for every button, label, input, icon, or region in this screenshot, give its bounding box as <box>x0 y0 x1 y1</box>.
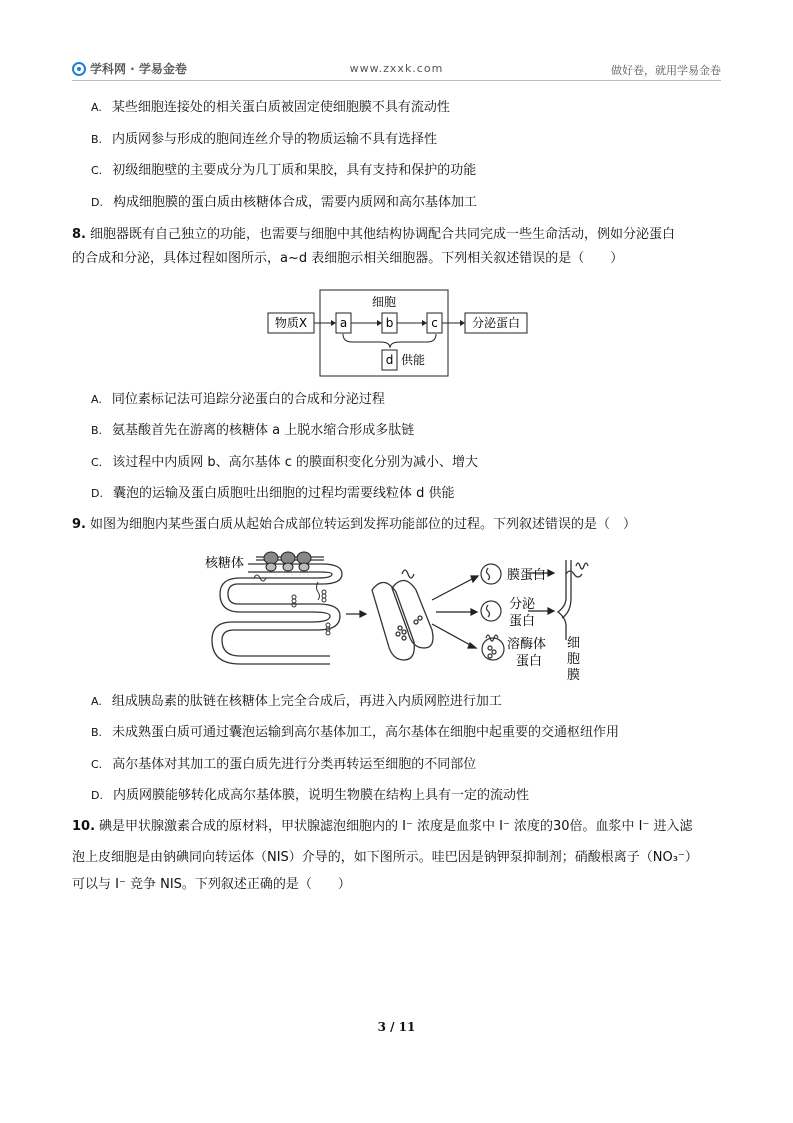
organelle-b-label: b <box>385 316 394 330</box>
q7-option-b: B. 内质网参与形成的胞间连丝介导的物质运输不具有选择性 <box>91 132 438 147</box>
ribosome-2 <box>281 552 295 564</box>
q8-stem-line1: 8. 细胞器既有自己独立的功能，也需要与细胞中其他结构协调配合共同完成一些生命活动，例如分泌蛋白 <box>72 227 675 242</box>
q8-option-d: D. 囊泡的运输及蛋白质胞吐出细胞的过程均需要线粒体 d 供能 <box>91 486 455 501</box>
organelle-c-label: c <box>431 316 438 330</box>
q9-option-a: A. 组成胰岛素的肽链在核糖体上完全合成后，再进入内质网腔进行加工 <box>91 694 502 709</box>
output-label: 分泌蛋白 <box>471 316 521 330</box>
vesicle-lysosome <box>482 638 504 660</box>
q9-option-b: B. 未成熟蛋白质可通过囊泡运输到高尔基体加工，高尔基体在细胞中起重要的交通枢纽作用 <box>91 725 620 740</box>
cell-membrane-label-1: 细 <box>567 636 581 651</box>
q7-option-d: D. 构成细胞膜的蛋白质由核糖体合成，需要内质网和高尔基体加工 <box>91 195 477 210</box>
organelle-d-label: d <box>385 353 394 367</box>
energy-label: 供能 <box>401 353 426 367</box>
header-slogan: 做好卷，就用学易金卷 <box>611 64 721 77</box>
q8-option-c: C. 该过程中内质网 b、高尔基体 c 的膜面积变化分别为减小、增大 <box>91 455 478 470</box>
q8-option-a: A. 同位素标记法可追踪分泌蛋白的合成和分泌过程 <box>91 392 385 407</box>
q10-stem-line1: 10. 碘是甲状腺激素合成的原材料，甲状腺滤泡细胞内的 I⁻ 浓度是血浆中 I⁻ 浓度的30倍。血浆中 I⁻ 进入滤 <box>72 819 693 834</box>
q9-option-c: C. 高尔基体对其加工的蛋白质先进行分类再转运至细胞的不同部位 <box>91 757 477 772</box>
q9-stem-line1: 9. 如图为细胞内某些蛋白质从起始合成部位转运到发挥功能部位的过程。下列叙述错误的是（ ） <box>72 517 636 532</box>
membrane-protein-label: 膜蛋白 <box>507 568 547 583</box>
q10-stem-line2: 泡上皮细胞是由钠碘同向转运体（NIS）介导的，如下图所示。哇巴因是钠钾泵抑制剂；硝酸根离子（NO₃⁻） <box>72 850 698 865</box>
page-number: 3 / 11 <box>377 1020 416 1034</box>
q10-stem-line3: 可以与 I⁻ 竞争 NIS。下列叙述正确的是（ ） <box>72 877 351 892</box>
organelle-a-label: a <box>339 316 348 330</box>
cell-membrane-label-2: 胞 <box>567 652 581 667</box>
lysosome-protein-label-1: 溶酶体 <box>507 637 547 652</box>
q8-stem-line2: 的合成和分泌，具体过程如图所示，a~d 表细胞示相关细胞器。下列相关叙述错误的是（ ） <box>72 251 624 266</box>
site-url: www.zxxk.com <box>349 62 444 75</box>
ribosome-1 <box>264 552 278 564</box>
q8-option-b: B. 氨基酸首先在游离的核糖体 a 上脱水缩合形成多肽链 <box>91 423 415 438</box>
q9-option-d: D. 内质网膜能够转化成高尔基体膜，说明生物膜在结构上具有一定的流动性 <box>91 788 529 803</box>
ribosome-3 <box>297 552 311 564</box>
cell-membrane-label-3: 膜 <box>567 668 581 683</box>
secretory-protein-label-1: 分泌 <box>509 597 536 612</box>
logo-text: 学科网 · 学易金卷 <box>90 62 187 76</box>
ribosome-label: 核糖体 <box>205 556 245 571</box>
q7-option-a: A. 某些细胞连接处的相关蛋白质被固定使细胞膜不具有流动性 <box>91 100 450 115</box>
input-label: 物质X <box>274 316 308 330</box>
vesicle-secretory <box>481 601 501 621</box>
vesicle-membrane-protein <box>481 564 501 584</box>
q7-option-c: C. 初级细胞壁的主要成分为几丁质和果胶，具有支持和保护的功能 <box>91 163 477 178</box>
secretory-protein-label-2: 蛋白 <box>509 614 536 629</box>
cell-label: 细胞 <box>371 295 397 309</box>
lysosome-protein-label-2: 蛋白 <box>516 654 543 669</box>
